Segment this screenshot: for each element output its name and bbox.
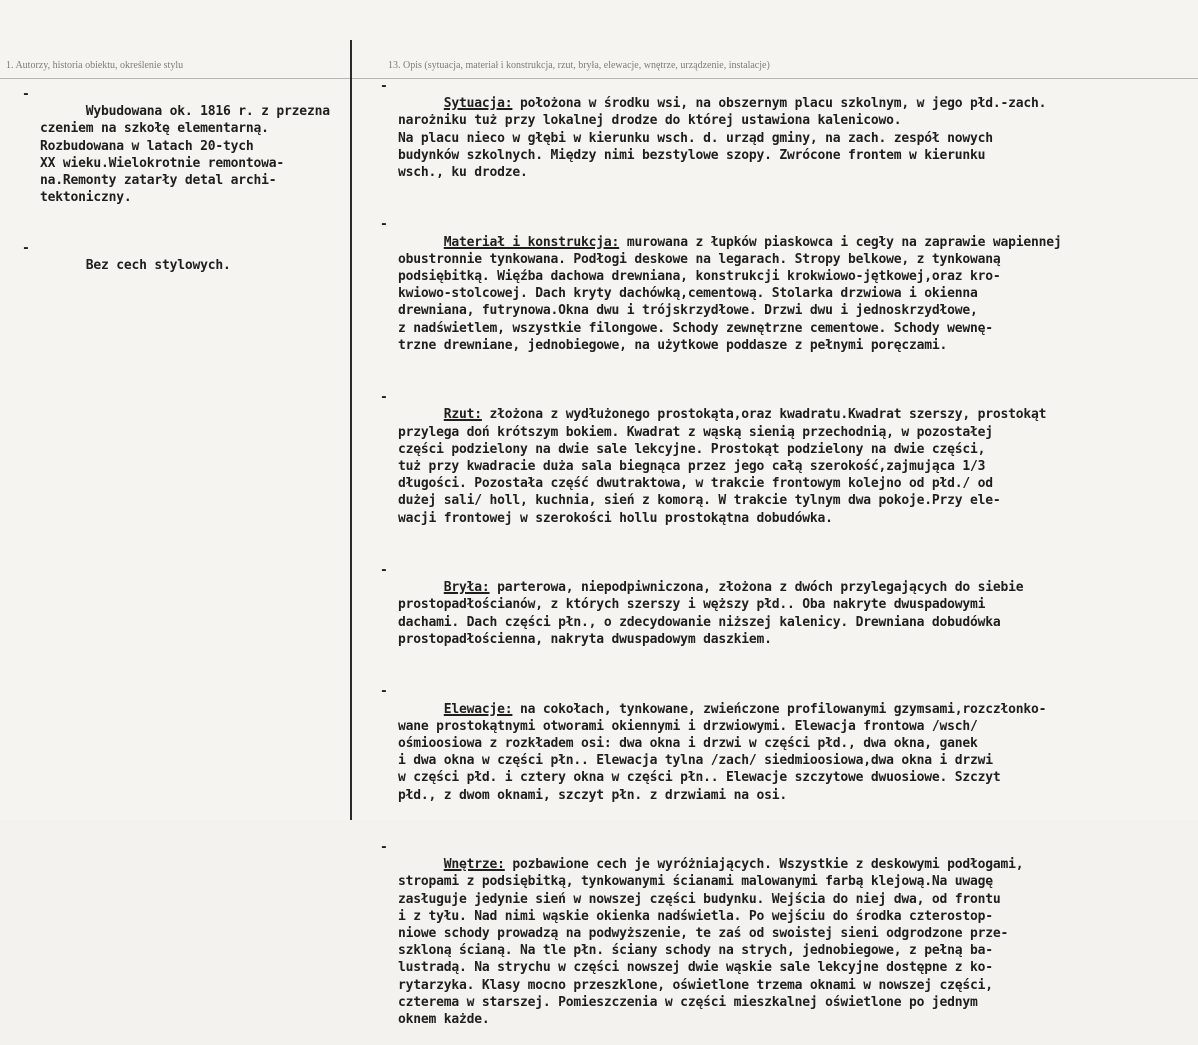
right-column-header: 13. Opis (sytuacja, materiał i konstrukcja, rzut, bryła, elewacje, wnętrze, urządzenie, instalacje) <box>388 60 770 71</box>
history-text: Wybudowana ok. 1816 r. z przezna czeniem na szkołę elementarną. Rozbudowana w latach 20-tych XX wieku.Wielokrotnie remontowa- na.Remonty zatarły detal archi- tektoniczny. <box>40 104 330 206</box>
left-column <box>22 86 352 291</box>
section-rzut <box>380 389 1195 544</box>
bullet-dash: - <box>22 87 30 102</box>
section-heading: Wnętrze: <box>443 857 505 873</box>
bullet-dash: - <box>380 563 388 579</box>
bullet-dash: - <box>380 217 388 233</box>
section-wnetrze <box>380 839 1195 1045</box>
section-elewacje <box>380 683 1195 821</box>
bullet-dash: - <box>380 79 388 94</box>
right-column <box>380 78 1195 1045</box>
section-heading: Elewacje: <box>443 701 513 717</box>
section-sytuacja <box>380 78 1195 198</box>
section-heading: Sytuacja: <box>443 96 513 112</box>
section-text: położona w środku wsi, na obszernym placu szkolnym, w jego płd.-zach. narożniku tuż przy lokalnej drodze do której ustawiona kalenicowo. Na placu nieco w głębi w kierunku wsch. d. urząd gminy, na zach. zespół nowych budynków szkolnych. Między nimi bezstylowe szopy. Zwrócone frontem w kierunku wsch., ku drodze. <box>398 96 1047 181</box>
section-text: murowana z łupków piaskowca i cegły na zaprawie wapiennej obustronnie tynkowana. Podłogi deskowe na legarach. Stropy belkowe, z tynkowaną podsiębitką. Więźba dachowa drewniana, konstrukcji krokwiowo-jętkowej,oraz kro- kwiowo-stolcowej. Dach kryty dachówką,cementową. Stolarka drzwiowa i okienna drewniana, futrynowa.Okna dwu i trójskrzydłowe. Drzwi dwu i jednoskrzydłowe, z nadświetlem, wszystkie filongowe. Schody zewnętrzne cementowe. Schody wewnę- trzne drewniane, jednobiegowe, na użytkowe poddasze z pełnymi poręczami. <box>398 234 1062 353</box>
section-material <box>380 216 1195 371</box>
style-paragraph <box>22 240 352 292</box>
section-text: parterowa, niepodpiwniczona, złożona z dwóch przylegających do siebie prostopadłościanów, z których szerszy i węższy płd.. Oba nakryte dwuspadowymi dachami. Dach części płn., o zdecydowanie niższej kalenicy. Drewniana dobudówka prostopadłościenna, nakryta dwuspadowym daszkiem. <box>398 580 1024 647</box>
section-heading: Materiał i konstrukcja: <box>443 234 620 250</box>
section-text: pozbawione cech je wyróżniających. Wszystkie z deskowymi podłogami, stropami z podsiębitką, tynkowanymi ścianami malowanymi farbą klejową.Na uwagę zasługuje jedynie sień w nowszej części budynku. Wejścia do niej dwa, od frontu i z tyłu. Nad nimi wąskie okienka nadświetla. Po wejściu do środka czterostop- niowe schody prowadzą na podwyższenie, te zaś od swoistej sieni odgrodzone prze- szkloną ścianą. Na tle płn. ściany schody na strych, jednobiegowe, z pełną ba- lustradą. Na strychu w części nowszej dwie wąskie sale lekcyjne dostępne z ko- rytarzyka. Klasy mocno przeszklone, oświetlone trzema oknami w nowszej części, czterema w starszej. Pomieszczenia w części mieszkalnej oświetlone po jednym oknem każde. <box>398 857 1024 1027</box>
bullet-dash: - <box>380 390 388 406</box>
bullet-dash: - <box>22 240 30 256</box>
section-text: złożona z wydłużonego prostokąta,oraz kwadratu.Kwadrat szerszy, prostokąt przylega doń krótszym bokiem. Kwadrat z wąską sienią przechodnią, w pozostałej części podzielony na dwie sale lekcyjne. Prostokąt podzielony na dwie części, tuż przy kwadracie duża sala biegnąca przez jego całą szerokość,zajmująca 1/3 długości. Pozostała część dwutraktowa, w trakcie frontowym kolejno od płd./ od dużej sali/ holl, kuchnia, sień z komorą. W trakcie tylnym dwa pokoje.Przy ele- wacji frontowej w szerokości hollu prostokątna dobudówka. <box>398 407 1047 526</box>
bullet-dash: - <box>380 839 388 855</box>
section-text: na cokołach, tynkowane, zwieńczone profilowanymi gzymsami,rozczłonko- wane prostokątnymi otworami okiennymi i drzwiowymi. Elewacja frontowa /wsch/ ośmioosiowa z rozkładem osi: dwa okna i drzwi w części płd., dwa okna, ganek i dwa okna w części płn.. Elewacja tylna /zach/ siedmioosiowa,dwa okna i drzwi w części płd. i cztery okna w części płn.. Elewacje szczytowe dwuosiowe. Szczyt płd., z dwom oknami, szczyt płn. z drzwiami na osi. <box>398 701 1047 803</box>
section-heading: Bryła: <box>443 580 490 596</box>
section-heading: Rzut: <box>443 407 482 423</box>
bullet-dash: - <box>380 684 388 700</box>
history-paragraph <box>22 86 352 224</box>
left-column-header: 1. Autorzy, historia obiektu, określenie stylu <box>6 60 184 71</box>
section-bryla <box>380 562 1195 665</box>
style-text: Bez cech stylowych. <box>85 257 231 273</box>
